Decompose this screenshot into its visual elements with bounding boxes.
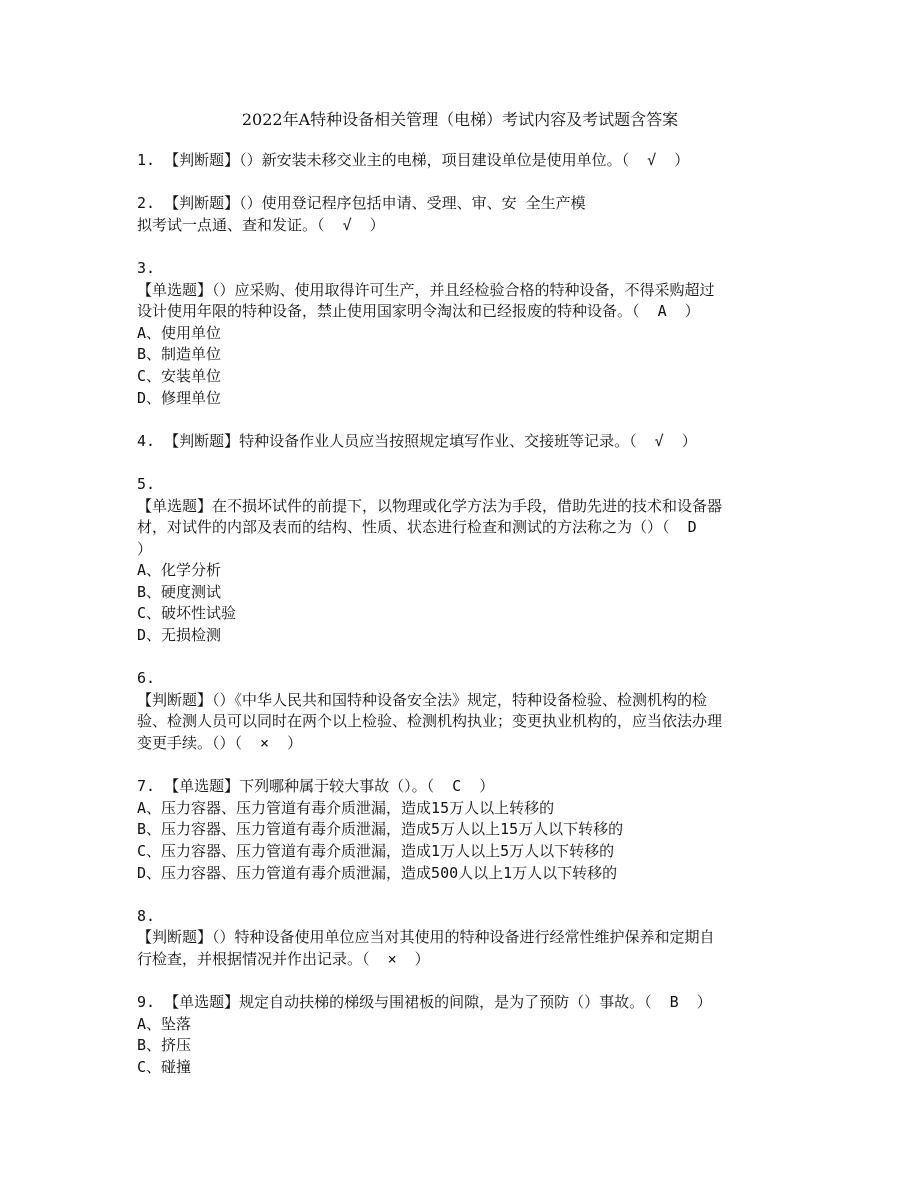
question-line: 材，对试件的内部及表而的结构、性质、状态进行检查和测试的方法称之为（）（ D — [137, 518, 697, 537]
question-line: 8. — [137, 906, 156, 925]
question-line: 7. 【单选题】下列哪种属于较大事故（）。（ C ） — [137, 777, 495, 796]
question-9 — [137, 992, 787, 1078]
question-line: B、制造单位 — [137, 345, 222, 364]
question-line: B、挤压 — [137, 1036, 192, 1055]
question-line: B、硬度测试 — [137, 582, 222, 601]
question-line: A、使用单位 — [137, 323, 222, 342]
question-line: D、修理单位 — [137, 388, 222, 407]
question-line: 4. 【判断题】特种设备作业人员应当按照规定填写作业、交接班等记录。（ √ ） — [137, 431, 697, 450]
question-line: ） — [137, 539, 153, 558]
question-8 — [137, 906, 787, 971]
question-3 — [137, 258, 787, 409]
question-line: 验、检测人员可以同时在两个以上检验、检测机构执业；变更执业机构的，应当依法办理 — [137, 712, 723, 731]
question-line: 行检查，并根据情况并作出记录。（ × ） — [137, 949, 430, 968]
question-line: A、坠落 — [137, 1014, 192, 1033]
question-line: A、压力容器、压力管道有毒介质泄漏，造成15万人以上转移的 — [137, 798, 555, 817]
question-line: C、安装单位 — [137, 366, 222, 385]
question-line: C、压力容器、压力管道有毒介质泄漏，造成1万人以上5万人以下转移的 — [137, 842, 615, 860]
question-5 — [137, 474, 787, 647]
question-line: 6. — [137, 669, 156, 688]
question-line: C、碰撞 — [137, 1057, 192, 1076]
question-line: 设计使用年限的特种设备，禁止使用国家明令淘汰和已经报废的特种设备。（ A ） — [137, 302, 700, 321]
question-4 — [137, 431, 787, 453]
question-line: 5. — [137, 474, 156, 493]
question-line: D、压力容器、压力管道有毒介质泄漏，造成500人以上1万人以下转移的 — [137, 863, 618, 882]
question-line: 拟考试一点通、查和发证。（ √ ） — [137, 215, 385, 234]
question-line: 【判断题】（）特种设备使用单位应当对其使用的特种设备进行经常性维护保养和定期自 — [137, 928, 715, 947]
question-7 — [137, 776, 787, 884]
question-line: A、化学分析 — [137, 561, 222, 580]
question-6 — [137, 668, 787, 754]
document-title: 2022年A特种设备相关管理（电梯）考试内容及考试题含答案 — [241, 110, 679, 129]
question-line: D、无损检测 — [137, 626, 222, 645]
question-line: 变更手续。（）（ × ） — [137, 734, 303, 753]
question-line: B、压力容器、压力管道有毒介质泄漏，造成5万人以上15万人以下转移的 — [137, 820, 624, 839]
question-line: 9. 【单选题】规定自动扶梯的梯级与围裙板的间隙，是为了预防（）事故。（ B ） — [137, 993, 712, 1012]
question-line: 【判断题】（）《中华人民共和国特种设备安全法》规定，特种设备检验、检测机构的检 — [137, 690, 708, 709]
question-line: 3. — [137, 258, 156, 277]
question-1 — [137, 150, 787, 172]
question-line: 【单选题】在不损坏试件的前提下，以物理或化学方法为手段，借助先进的技术和设备器 — [137, 496, 723, 515]
question-line: C、破坏性试验 — [137, 604, 237, 623]
question-list — [137, 150, 787, 1100]
question-line: 2. 【判断题】（）使用登记程序包括申请、受理、审、安 全生产模 — [137, 194, 586, 213]
question-line: 【单选题】（）应采购、使用取得许可生产，并且经检验合格的特种设备，不得采购超过 — [137, 280, 715, 299]
question-line: 1. 【判断题】（）新安装未移交业主的电梯，项目建设单位是使用单位。（ √ ） — [137, 151, 690, 169]
question-2 — [137, 193, 787, 236]
